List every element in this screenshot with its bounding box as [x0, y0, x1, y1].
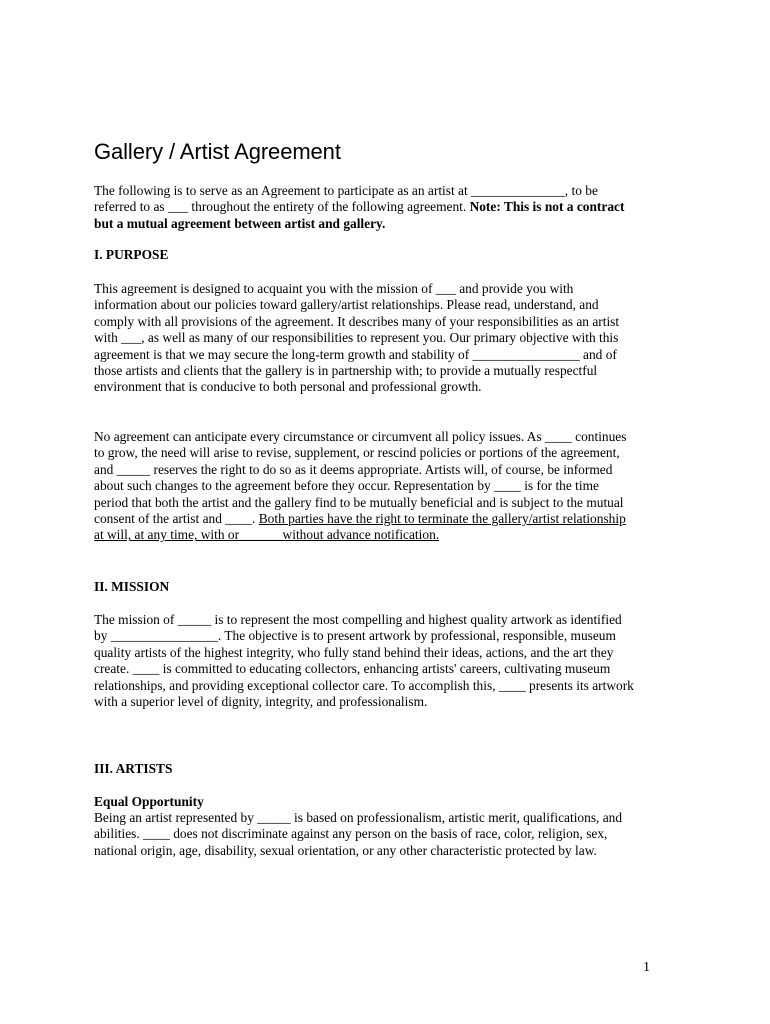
policy-text: No agreement can anticipate every circumstance or circumvent all policy issues. As ____ continues to grow, the need will arise to revise, supplement, or rescind policies or portions of the agreement, and _____ reserves the right to do so as it deems appropriate. Artists will, of course, be informed about such changes to the agreement before they occur. Representation by ____ is for the time period that both the artist and the gallery find to be mutually beneficial and is subject to the mutual consent of the artist and ____. — [94, 429, 627, 527]
page-number: 1 — [643, 960, 650, 975]
section-heading-artists: III. ARTISTS — [94, 761, 173, 776]
purpose-paragraph-2 — [94, 429, 634, 544]
section-heading-purpose: I. PURPOSE — [94, 247, 169, 262]
subheading-equal-opportunity: Equal Opportunity — [94, 794, 204, 809]
document-title: Gallery / Artist Agreement — [94, 139, 341, 164]
intro-note: Note: This is not a contract but a mutual agreement between artist and gallery. — [94, 199, 625, 231]
purpose-paragraph-1 — [94, 281, 634, 396]
termination-clause-end: notification. — [374, 527, 440, 543]
termination-clause: Both parties have the right to terminate the gallery/artist relationship at will, at any time, with or______ without advance — [94, 511, 626, 543]
intro-paragraph — [94, 183, 634, 232]
mission-paragraph-text: The mission of _____ is to represent the most compelling and highest quality artwork as identified by ________________. The objective is to present artwork by professional, responsible, museum quality artists of the highest integrity, who fully stand behind their ideas, actions, and the art they create. ____ is committed to educating collectors, enhancing artists' careers, cultivating museum relationships, and providing exceptional collector care. To accomplish this, ____ presents its artwork with a superior level of dignity, integrity, and professionalism. — [94, 612, 634, 710]
mission-paragraph — [94, 612, 634, 710]
purpose-paragraph-1-text: This agreement is designed to acquaint you with the mission of ___ and provide you with information about our policies toward gallery/artist relationships. Please read, understand, and comply with all provisions of the agreement. It describes many of your responsibilities as an artist with ___, as well as many of our responsibilities to represent you. Our primary objective with this agreement is that we may secure the long-term growth and stability of ________________ and of those artists and clients that the gallery is in partnership with; to provide a mutually respectful environment that is conducive to both personal and professional growth. — [94, 281, 620, 395]
artists-paragraph — [94, 810, 634, 859]
artists-paragraph-text: Being an artist represented by _____ is based on professionalism, artistic merit, qualifications, and abilities. ____ does not discriminate against any person on the basis of race, color, religion, sex, national origin, age, disability, sexual orientation, or any other characteristic protected by law. — [94, 810, 623, 858]
section-heading-mission: II. MISSION — [94, 579, 170, 594]
intro-text: The following is to serve as an Agreement to participate as an artist at ______________, to be referred to as ___ throughout the entirety of the following agreement. — [94, 183, 598, 215]
